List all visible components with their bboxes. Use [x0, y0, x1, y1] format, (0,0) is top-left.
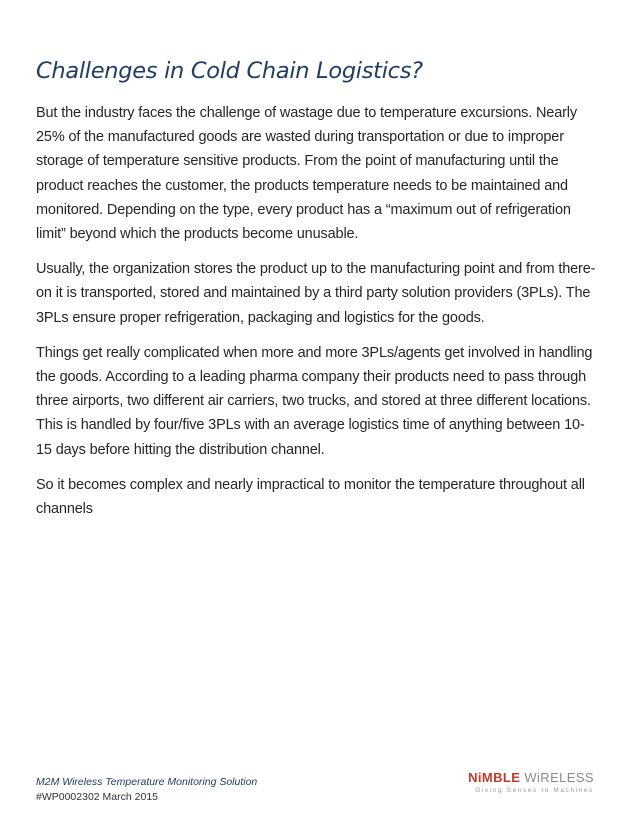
- paragraph: But the industry faces the challenge of wastage due to temperature excursions. Nearly 25% of the manufactured goods are wasted during transportation or due to improper storage of temperature sensitive products. From the point of manufacturing until the product reaches the customer, the products temperature needs to be maintained and monitored. Depending on the type, every product has a “maximum out of refrigeration limit” beyond which the products become unusable.: [36, 105, 577, 243]
- company-logo: [468, 770, 594, 796]
- body-text: [36, 101, 596, 532]
- footer-doc-title: M2M Wireless Temperature Monitoring Solution: [36, 776, 258, 788]
- page-title: Challenges in Cold Chain Logistics?: [36, 58, 423, 84]
- logo-name-wireless: WiRELESS: [524, 770, 594, 785]
- logo-name-nimble: NiMBLE: [468, 770, 521, 785]
- paragraph: Usually, the organization stores the product up to the manufacturing point and from there-on it is transported, stored and maintained by a third party solution providers (3PLs). The 3PLs ensure proper refrigeration, packaging and logistics for the goods.: [36, 261, 596, 326]
- paragraph: So it becomes complex and nearly impractical to monitor the temperature throughout all channels: [36, 476, 585, 518]
- footer-doc-id: #WP0002302 March 2015: [36, 791, 158, 803]
- footer: [36, 775, 436, 805]
- paragraph: Things get really complicated when more and more 3PLs/agents get involved in handling the goods. According to a leading pharma company their products need to pass through three airports, two different air carriers, two trucks, and stored at three different locations. This is handled by four/five 3PLs with an average logistics time of anything between 10-15 days before hitting the distribution channel.: [36, 344, 593, 458]
- logo-tagline: Giving Senses to Machines: [475, 787, 594, 794]
- logo-wordmark: [468, 770, 594, 786]
